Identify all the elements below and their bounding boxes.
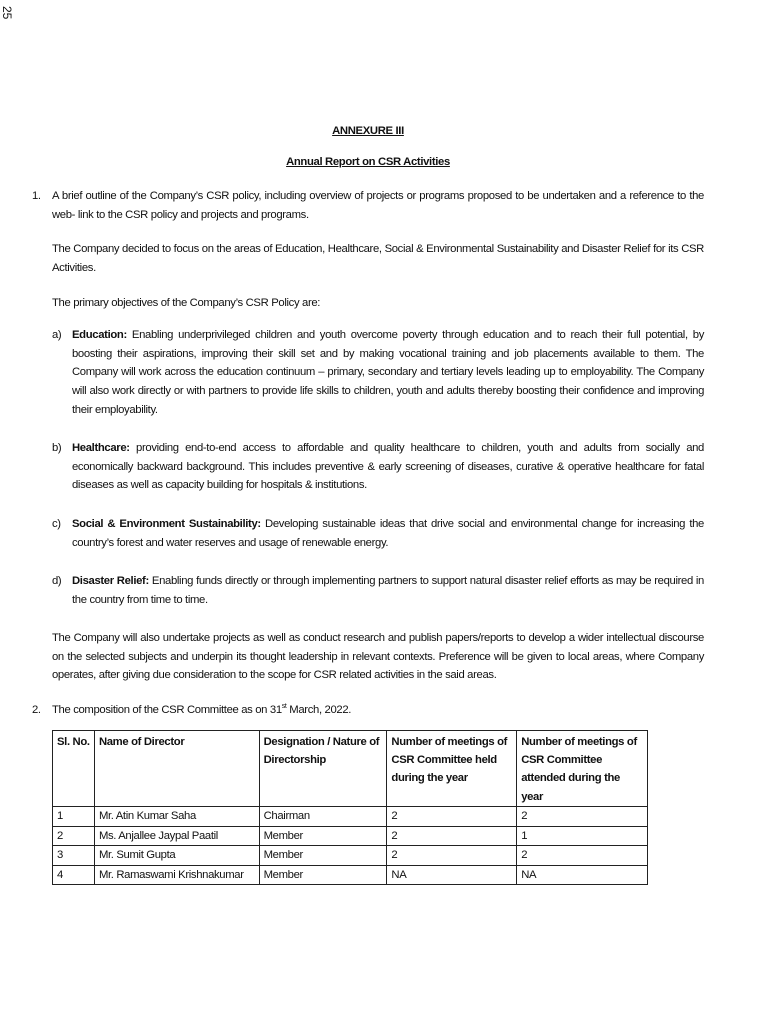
header-meetings-held: Number of meetings of CSR Committee held during the year: [387, 730, 517, 807]
objective-text: Enabling funds directly or through implementing partners to support natural disaster relief efforts as may be required in the country from time to time.: [72, 575, 704, 606]
cell-meetings-held: 2: [387, 826, 517, 845]
objective-body: [72, 515, 704, 552]
cell-director-name: Ms. Anjallee Jaypal Paatil: [94, 826, 259, 845]
ordinal-suffix: st: [281, 703, 287, 711]
cell-meetings-attended: 2: [517, 807, 648, 826]
table-header-row: [53, 730, 648, 807]
cell-meetings-attended: 2: [517, 846, 648, 865]
objective-letter: a): [52, 329, 62, 342]
section-2-text-end: March, 2022.: [286, 704, 352, 717]
cell-designation: Member: [259, 846, 387, 865]
section-2: [32, 701, 704, 720]
cell-director-name: Mr. Sumit Gupta: [94, 846, 259, 865]
header-sl-no: Sl. No.: [53, 730, 95, 807]
cell-sl-no: 1: [53, 807, 95, 826]
cell-meetings-attended: NA: [517, 865, 648, 884]
cell-meetings-held: 2: [387, 846, 517, 865]
table-row: [53, 846, 648, 865]
objective-title: Education:: [72, 329, 127, 342]
cell-meetings-held: NA: [387, 865, 517, 884]
cell-sl-no: 2: [53, 826, 95, 845]
header-meetings-attended: Number of meetings of CSR Committee attended during the year: [517, 730, 648, 807]
objective-letter: d): [52, 575, 62, 588]
csr-committee-table: [52, 730, 648, 885]
objective-title: Social & Environment Sustainability:: [72, 517, 261, 530]
annexure-heading: ANNEXURE III: [332, 125, 404, 137]
table-row: [53, 826, 648, 845]
objective-item-healthcare: [52, 439, 704, 495]
header-director-name: Name of Director: [94, 730, 259, 807]
objective-text: Enabling underprivileged children and youth overcome poverty through education and to reach their full potential, by boosting their aspirations, improving their skill set and by making vocational training and job placements available to them. The Company will work across the education continuum – primary, secondary and tertiary levels leading up to employability. The Company will also work directly or with partners to provide life skills to children, youth and adults thereby boosting their confidence and improving their employability.: [72, 329, 705, 416]
table-row: [53, 807, 648, 826]
objective-title: Disaster Relief:: [72, 575, 149, 588]
cell-director-name: Mr. Atin Kumar Saha: [94, 807, 259, 826]
table-row: [53, 865, 648, 884]
cell-director-name: Mr. Ramaswami Krishnakumar: [94, 865, 259, 884]
cell-meetings-attended: 1: [517, 826, 648, 845]
cell-designation: Member: [259, 826, 387, 845]
objective-item-education: [52, 326, 704, 419]
objective-item-disaster-relief: [52, 572, 704, 609]
page-number: 25: [0, 6, 14, 20]
cell-sl-no: 4: [53, 865, 95, 884]
objective-body: [72, 439, 704, 495]
objective-item-sustainability: [52, 515, 704, 552]
closing-paragraph: The Company will also undertake projects as well as conduct research and publish papers/reports to develop a wider intellectual discourse on the selected subjects and underpin its thought leadership in relevant contexts. Preference will be given to local areas, where Company operates, after giving due consideration to the scope for CSR related activities in the said areas.: [52, 632, 704, 682]
section-1-text: A brief outline of the Company’s CSR policy, including overview of projects or programs proposed to be undertaken and a reference to the web- link to the CSR policy and projects and programs.: [52, 190, 704, 221]
section-2-text-start: The composition of the CSR Committee as on 31: [52, 704, 282, 717]
objective-title: Healthcare:: [72, 442, 130, 455]
document-body: [32, 120, 704, 885]
section-1: [32, 187, 704, 224]
report-subheading: Annual Report on CSR Activities: [286, 155, 450, 168]
objectives-paragraph: The primary objectives of the Company’s CSR Policy are:: [52, 296, 321, 309]
header-designation: Designation / Nature of Directorship: [259, 730, 387, 807]
objective-text: providing end-to-end access to affordable and quality healthcare to children, youth and adults from socially and economically backward background. This includes preventive & early screening of diseases, curative & operative healthcare for fatal diseases as well as capacity building for hospitals & institutions.: [72, 442, 704, 492]
cell-sl-no: 3: [53, 846, 95, 865]
objective-body: [72, 326, 704, 419]
cell-designation: Member: [259, 865, 387, 884]
cell-designation: Chairman: [259, 807, 387, 826]
objective-letter: b): [52, 442, 62, 455]
section-2-text: [52, 701, 704, 720]
section-1-number: 1.: [32, 190, 41, 203]
objective-letter: c): [52, 517, 61, 530]
section-2-number: 2.: [32, 704, 41, 717]
focus-paragraph: The Company decided to focus on the areas of Education, Healthcare, Social & Environmental Sustainability and Disaster Relief for its CSR Activities.: [52, 243, 704, 274]
objective-text: Developing sustainable ideas that drive social and environmental change for increasing the country’s forest and water reserves and usage of renewable energy.: [72, 517, 704, 549]
objective-body: [72, 572, 704, 609]
cell-meetings-held: 2: [387, 807, 517, 826]
